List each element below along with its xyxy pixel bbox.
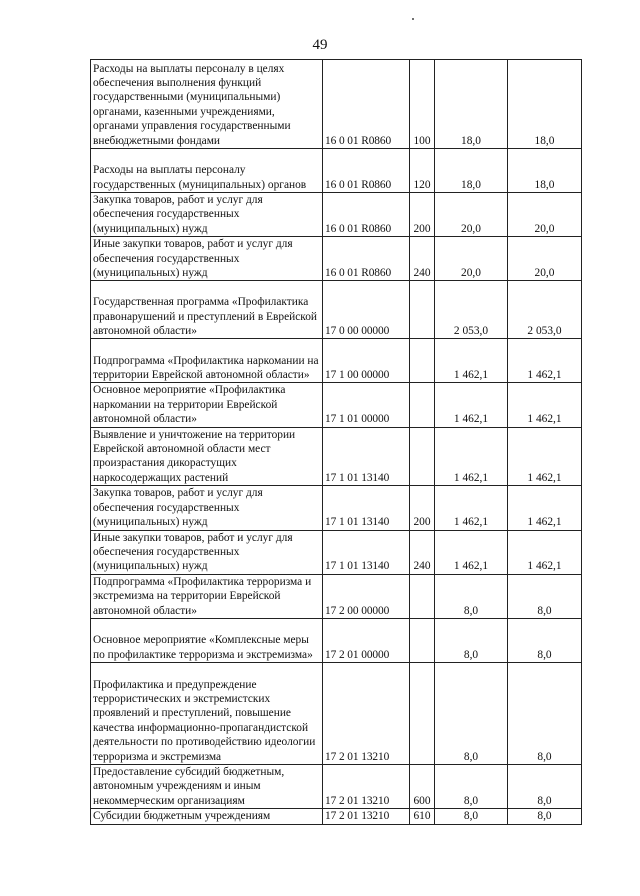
row-sum-year-1: 1 462,1	[435, 427, 508, 486]
row-sum-year-1: 1 462,1	[435, 339, 508, 383]
row-name: Закупка товаров, работ и услуг для обеспечения государственных (муниципальных) нужд	[91, 486, 323, 530]
row-expense-type: 100	[410, 60, 435, 149]
row-sum-year-2: 1 462,1	[508, 383, 582, 427]
row-sum-year-1: 20,0	[435, 237, 508, 281]
table-row	[91, 383, 582, 427]
row-expense-type	[410, 339, 435, 383]
row-sum-year-1: 8,0	[435, 809, 508, 824]
row-code: 17 1 00 00000	[323, 339, 410, 383]
table-row	[91, 427, 582, 486]
row-sum-year-1: 8,0	[435, 574, 508, 618]
row-sum-year-2: 18,0	[508, 60, 582, 149]
row-sum-year-2: 1 462,1	[508, 427, 582, 486]
row-expense-type	[410, 618, 435, 662]
row-expense-type: 610	[410, 809, 435, 824]
row-expense-type	[410, 662, 435, 764]
row-sum-year-2: 2 053,0	[508, 281, 582, 339]
row-expense-type	[410, 574, 435, 618]
row-expense-type: 240	[410, 237, 435, 281]
table-row	[91, 618, 582, 662]
row-sum-year-1: 20,0	[435, 193, 508, 237]
page-number: 49	[312, 37, 328, 53]
table-row	[91, 764, 582, 808]
row-name: Предоставление субсидий бюджетным, автономным учреждениям и иным некоммерческим организациям	[91, 764, 323, 808]
row-expense-type: 200	[410, 193, 435, 237]
row-sum-year-2: 1 462,1	[508, 530, 582, 574]
row-code: 17 1 01 13140	[323, 530, 410, 574]
row-name: Подпрограмма «Профилактика наркомании на территории Еврейской автономной области»	[91, 339, 323, 383]
row-code: 17 2 01 13210	[323, 662, 410, 764]
row-expense-type: 600	[410, 764, 435, 808]
row-sum-year-1: 8,0	[435, 764, 508, 808]
table-row	[91, 574, 582, 618]
row-name: Расходы на выплаты персоналу в целях обеспечения выполнения функций государственными (муниципальными) органами, казенными учреждениями, органами управления государственными внебюджетными фондами	[91, 60, 323, 149]
row-sum-year-1: 1 462,1	[435, 486, 508, 530]
scan-speck	[412, 18, 414, 20]
row-expense-type: 240	[410, 530, 435, 574]
row-sum-year-2: 1 462,1	[508, 339, 582, 383]
table-row	[91, 149, 582, 193]
row-code: 16 0 01 R0860	[323, 237, 410, 281]
row-name: Выявление и уничтожение на территории Еврейской автономной области мест произрастания дикорастущих наркосодержащих растений	[91, 427, 323, 486]
row-sum-year-1: 1 462,1	[435, 383, 508, 427]
row-sum-year-2: 20,0	[508, 237, 582, 281]
row-name: Иные закупки товаров, работ и услуг для обеспечения государственных (муниципальных) нужд	[91, 237, 323, 281]
row-sum-year-2: 8,0	[508, 662, 582, 764]
row-sum-year-1: 8,0	[435, 662, 508, 764]
row-sum-year-1: 18,0	[435, 60, 508, 149]
row-code: 17 0 00 00000	[323, 281, 410, 339]
row-expense-type: 200	[410, 486, 435, 530]
row-code: 17 1 01 13140	[323, 486, 410, 530]
row-name: Субсидии бюджетным учреждениям	[91, 809, 323, 824]
row-expense-type: 120	[410, 149, 435, 193]
row-name: Расходы на выплаты персоналу государственных (муниципальных) органов	[91, 149, 323, 193]
table-row	[91, 60, 582, 149]
row-code: 17 2 00 00000	[323, 574, 410, 618]
row-sum-year-2: 8,0	[508, 618, 582, 662]
row-sum-year-1: 18,0	[435, 149, 508, 193]
row-code: 17 1 01 13140	[323, 427, 410, 486]
table-row	[91, 662, 582, 764]
row-code: 17 2 01 00000	[323, 618, 410, 662]
budget-table	[90, 59, 582, 825]
row-code: 16 0 01 R0860	[323, 60, 410, 149]
row-code: 16 0 01 R0860	[323, 193, 410, 237]
row-name: Основное мероприятие «Комплексные меры по профилактике терроризма и экстремизма»	[91, 618, 323, 662]
row-expense-type	[410, 427, 435, 486]
row-name: Закупка товаров, работ и услуг для обеспечения государственных (муниципальных) нужд	[91, 193, 323, 237]
row-name: Профилактика и предупреждение террористических и экстремистских проявлений и преступлений, повышение качества информационно-пропагандистской деятельности по противодействию идеологии терроризма и экстремизма	[91, 662, 323, 764]
row-code: 17 1 01 00000	[323, 383, 410, 427]
row-sum-year-2: 8,0	[508, 574, 582, 618]
row-code: 17 2 01 13210	[323, 809, 410, 824]
row-sum-year-1: 1 462,1	[435, 530, 508, 574]
row-name: Основное мероприятие «Профилактика наркомании на территории Еврейской автономной области»	[91, 383, 323, 427]
row-sum-year-2: 18,0	[508, 149, 582, 193]
row-expense-type	[410, 383, 435, 427]
row-code: 17 2 01 13210	[323, 764, 410, 808]
row-sum-year-2: 8,0	[508, 809, 582, 824]
table-row	[91, 809, 582, 824]
row-sum-year-2: 8,0	[508, 764, 582, 808]
budget-table-body	[91, 60, 582, 825]
row-name: Государственная программа «Профилактика правонарушений и преступлений в Еврейской автономной области»	[91, 281, 323, 339]
table-row	[91, 193, 582, 237]
row-name: Подпрограмма «Профилактика терроризма и экстремизма на территории Еврейской автономной области»	[91, 574, 323, 618]
row-name: Иные закупки товаров, работ и услуг для обеспечения государственных (муниципальных) нужд	[91, 530, 323, 574]
table-row	[91, 281, 582, 339]
table-row	[91, 237, 582, 281]
row-code: 16 0 01 R0860	[323, 149, 410, 193]
row-expense-type	[410, 281, 435, 339]
row-sum-year-2: 1 462,1	[508, 486, 582, 530]
table-row	[91, 530, 582, 574]
row-sum-year-2: 20,0	[508, 193, 582, 237]
row-sum-year-1: 2 053,0	[435, 281, 508, 339]
table-row	[91, 486, 582, 530]
table-row	[91, 339, 582, 383]
row-sum-year-1: 8,0	[435, 618, 508, 662]
